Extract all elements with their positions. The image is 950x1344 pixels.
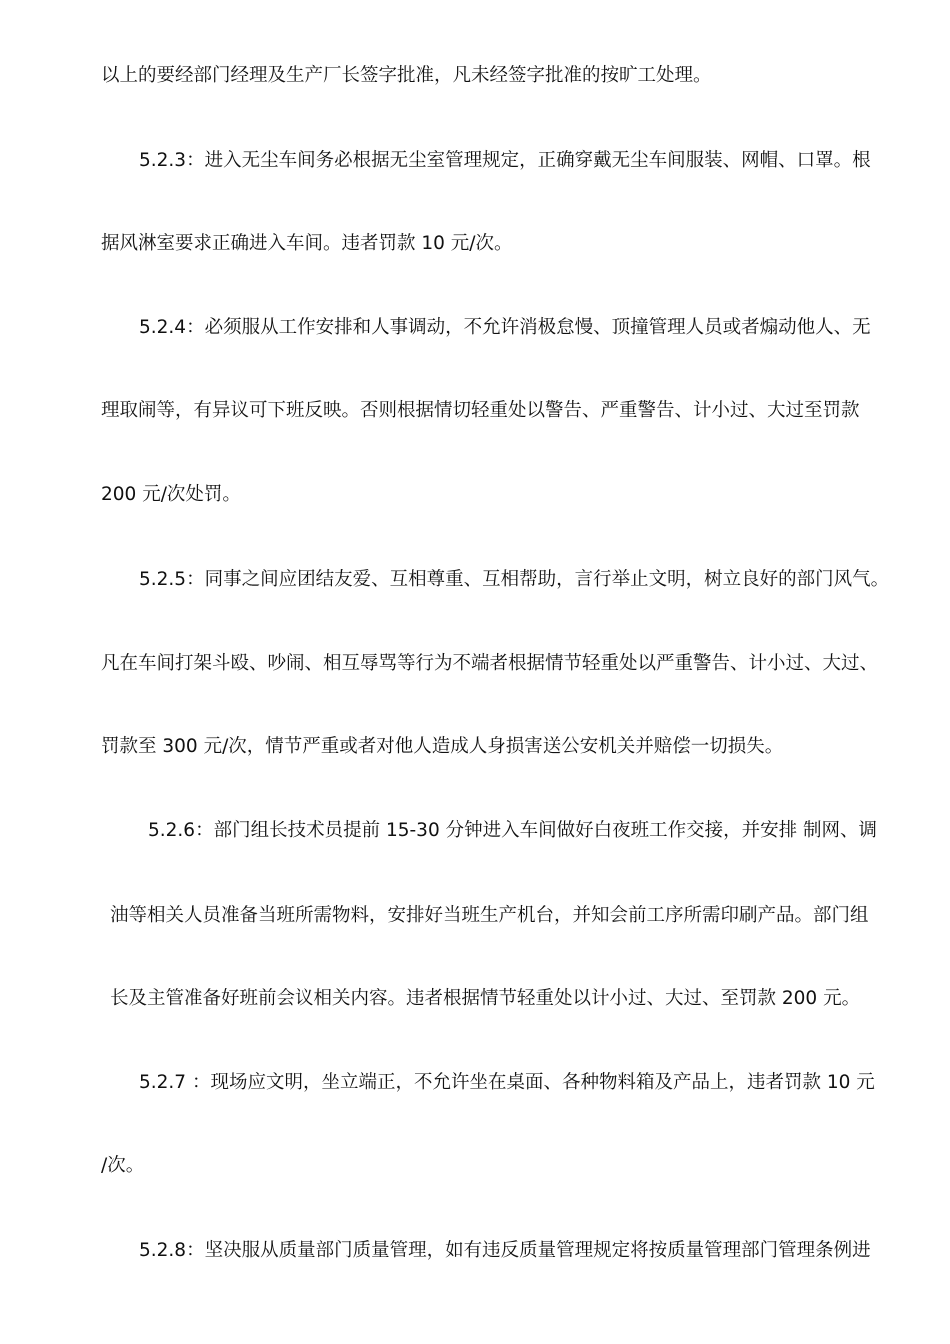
paragraph-line: 5.2.5：同事之间应团结友爱、互相尊重、互相帮助，言行举止文明，树立良好的部门风气。 [139,569,890,590]
paragraph-line: 长及主管准备好班前会议相关内容。违者根据情节轻重处以计小过、大过、至罚款 200 元。 [110,988,861,1009]
paragraph-line: 以上的要经部门经理及生产厂长签字批准，凡未经签字批准的按旷工处理。 [101,65,712,86]
paragraph-line: 5.2.3：进入无尘车间务必根据无尘室管理规定，正确穿戴无尘车间服装、网帽、口罩。根 [139,150,871,171]
paragraph-line: 凡在车间打架斗殴、吵闹、相互辱骂等行为不端者根据情节轻重处以严重警告、计小过、大过、 [101,653,879,674]
paragraph-line: 油等相关人员准备当班所需物料，安排好当班生产机台，并知会前工序所需印刷产品。部门组 [110,905,869,926]
paragraph-line: 200 元/次处罚。 [101,484,241,505]
paragraph-line: 罚款至 300 元/次，情节严重或者对他人造成人身损害送公安机关并赔偿一切损失。 [101,736,784,757]
paragraph-line: 5.2.6：部门组长技术员提前 15-30 分钟进入车间做好白夜班工作交接，并安排 制网、调 [148,820,877,841]
paragraph-line: /次。 [101,1155,145,1176]
paragraph-line: 据风淋室要求正确进入车间。违者罚款 10 元/次。 [101,233,513,254]
paragraph-line: 5.2.4：必须服从工作安排和人事调动，不允许消极怠慢、顶撞管理人员或者煽动他人、无 [139,317,871,338]
paragraph-line: 5.2.8：坚决服从质量部门质量管理，如有违反质量管理规定将按质量管理部门管理条例进 [139,1240,871,1261]
paragraph-line: 理取闹等，有异议可下班反映。否则根据情切轻重处以警告、严重警告、计小过、大过至罚款 [101,400,860,421]
paragraph-line: 5.2.7 ：现场应文明，坐立端正，不允许坐在桌面、各种物料箱及产品上，违者罚款 10 元 [139,1072,875,1093]
